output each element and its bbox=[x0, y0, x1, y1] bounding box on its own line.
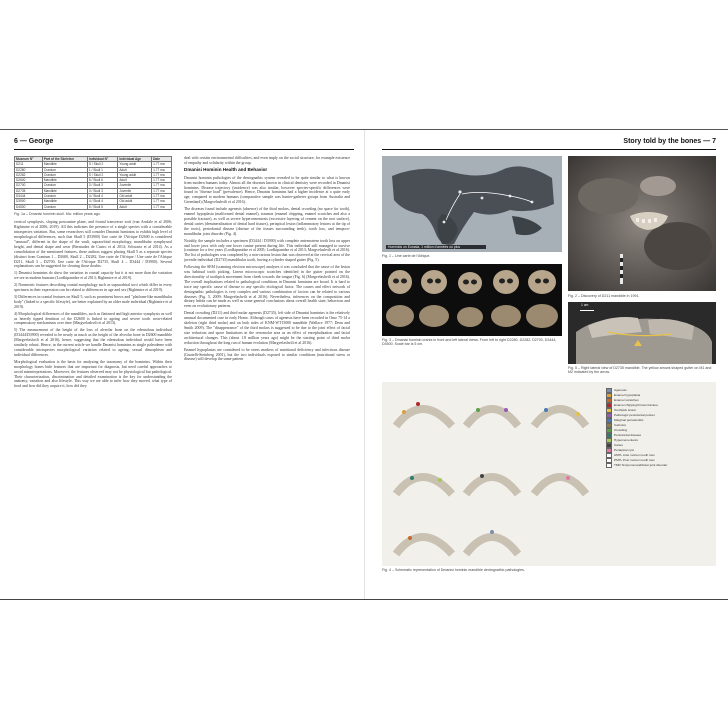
legend-label: AMTL Ante mortem tooth loss bbox=[614, 453, 655, 458]
body-paragraph: deal with certain environmental difficulties, and even imply on the social structure, for example existence of empathy and solidarity within the group. bbox=[184, 156, 350, 165]
table-cell: D2282 bbox=[15, 172, 43, 177]
left-column-1-text bbox=[14, 220, 172, 389]
body-paragraph: Dmanisi hominin pathologies of the dentognathic system revealed to be quite similar to what is known from modern humans today. Almost all the diseases known in clinical dentistry were recorded in Dmanisi hominins. Disease trajectory (incidence) was also similar, however species-specific differences were found in "disease load" (prevalence). Hence, Dmanisi hominins had a higher incidence at a quite early age, compared to modern humans (comparative sample was hunter-gatherer groups from Australia and Greenland) (Margvelashvili et al 2016). bbox=[184, 175, 350, 205]
table-cell: Mandible bbox=[42, 199, 87, 204]
excavation-photo-graphic bbox=[568, 156, 716, 291]
table-cell: Old adult bbox=[118, 199, 152, 204]
fig4-schematic bbox=[382, 382, 716, 566]
table-header-cell: Museum N° bbox=[15, 157, 43, 162]
legend-label: TMD Temporomandibular joint disorder bbox=[614, 463, 668, 468]
right-page bbox=[382, 138, 716, 588]
dental-schematic-graphic bbox=[382, 382, 602, 566]
left-column-2-body bbox=[184, 176, 350, 363]
table-cell: D211 bbox=[15, 162, 43, 167]
table-cell: S / Skull 2 bbox=[87, 172, 118, 177]
specimen-table bbox=[14, 156, 172, 210]
legend-label: PMTL Post mortem tooth loss bbox=[614, 458, 655, 463]
crania-graphic bbox=[382, 264, 562, 336]
legend-label: Caries bbox=[614, 443, 623, 448]
fig1-map bbox=[382, 156, 562, 252]
body-paragraph: Notably, the sample includes a specimen (D3444 / D3900) with complete antemortem tooth loss on upper and lower jaws with only one lower canine present during life. This individual still managed to survive (continue for a few years (Lordkipanidze et al 2005; Lordkipanidze et al 2013; Margvelashvili et al 2016). The list of pathologies was completed by a non-carious lesion that was observed at the cervical area of the juvenile individual (D2735) mandibular tooth, having a cylinder shaped gutter (Fig. 5). bbox=[184, 238, 350, 263]
body-paragraph: vertical symphysis, sloping postcanine plane, and frontal transverse torii (van Arsdale et al 2006; Rightmire et al 2006, 2019). All this indicates the presence of a single species with a considerable intraspecies variation. But, some researchers still consider Dmanisi hominins to exhibit high level of morphological differences, such that Skull 5 (D3900) Une carte de l'Afrique D2600 is considered "unusual", different in the shape of the vault, supraorbital morphology, mandibular symphyseal height, and dental shape and wear (Bermudez de Castro et al 2014; Schwartz et al 2014). As a consolidation of the mentioned features, these authors suggest placing Skull 5 as a separate species (distinct from Cranium 1 – D2600, Skull 2 – D2282, Une carte de l'Afrique / Une carte de l'Afrique D211, Skull 3 – D2700, Une carte de l'Afrique D2735, Skull 4 – D3444 / D3900). Several explanations can be suggested for clearing those doubts: bbox=[14, 220, 172, 269]
table-header-cell: Individual Age bbox=[118, 157, 152, 162]
table-cell: Adult bbox=[118, 204, 152, 209]
table-body bbox=[15, 162, 172, 210]
table-cell: 1.77 ma bbox=[152, 204, 172, 209]
body-paragraph: Enamel hypoplasias are considered to be stress markers of nutritional deficiency and infectious disease (Guatelli-Steinberg 2001), but the two individuals exposed to similar conditions (nutritional stress or disease) will develop the same pattern bbox=[184, 347, 350, 362]
legend-label: Periapical cyst bbox=[614, 448, 634, 453]
table-row bbox=[15, 204, 172, 209]
table-cell: 1 / Skull 1 bbox=[87, 167, 118, 172]
fig5-caption: Fig. 5 – Right lateral view of D2735 mandible. The yellow arrows shaped gutter on M1 and M2 indicated by the arrow. bbox=[568, 366, 712, 375]
legend-label: Marginal periodontitis bbox=[614, 418, 644, 423]
table-cell: 1.77 ma bbox=[152, 183, 172, 188]
spread-bottom-edge bbox=[0, 599, 728, 600]
table-cell: 1.77 ma bbox=[152, 178, 172, 183]
fig2-photo bbox=[568, 156, 716, 291]
table-cell: Young adult bbox=[118, 172, 152, 177]
world-map-graphic bbox=[382, 156, 562, 252]
body-paragraph: Following the SEM (scanning electron microscope) analyses it was concluded that the cause of the lesion was habitual tooth picking. Linear microscopic scratches identified in the gutter pointed on the directionality of toothpick movement from cheek towards the tongue (Fig. 6) (Margvelashvili et al 2016). The overall implications related to pathological conditions in Dmanisi hominins are broad. It is hard to trace any specific cause of disease to any specific etiological factor. The causes and effect network of dentognathic pathologies is very complex and various combination of factors can be related to various diseases (Fig. 5, 2009; Margvelashvili et al 2016). Nevertheless, inferences on the composition and dietary habits can be made as well as some general conclusions about overall health state, behaviour and even on evolutionary patterns. bbox=[184, 265, 350, 309]
table-cell: 3 / Skull 3 bbox=[87, 183, 118, 188]
body-paragraph: 2) Nonmetric features describing cranial morphology such as supraorbital torii which differ in every specimen in their expression can be related to differences in age and sex (Rightmire et al 2019). bbox=[14, 283, 172, 293]
map-label: Hominids on Eurasia, 1 million d'années ou plus bbox=[386, 245, 486, 249]
table-cell: D3444 bbox=[15, 194, 43, 199]
table-cell: Cranium bbox=[42, 194, 87, 199]
table-cell: 1.77 ma bbox=[152, 188, 172, 193]
left-column-2 bbox=[184, 156, 350, 364]
table-cell: 4 / Skull 4 bbox=[87, 199, 118, 204]
legend-label: Pathologic periodontal pocket bbox=[614, 413, 655, 418]
body-paragraph: 3) Differences in cranial features on Skull 5, such as prominent brows and "platform-like mandibular body" (linked to a specific lifestyle), are better explained by an older male individual (Rightmire et al 2019). bbox=[14, 294, 172, 309]
section-heading: Dmanisi Hominin Health and Behavior bbox=[184, 166, 268, 172]
table-cell: Adult bbox=[118, 167, 152, 172]
table-cell: Mandible bbox=[42, 178, 87, 183]
fig3-crania-photo bbox=[382, 264, 562, 336]
body-paragraph: 1) Dmanisi hominins do show the variation in cranial capacity but it is not more than the variation we see in modern humans (Lordkipanidze et al 2013; Rightmire et al 2019). bbox=[14, 271, 172, 281]
legend-label: Enamel scratches bbox=[614, 398, 639, 403]
left-column-1 bbox=[14, 156, 172, 391]
legend-label: Enamel chipping/Crown fracture bbox=[614, 403, 659, 408]
left-column-2-text bbox=[184, 156, 350, 166]
fig3-caption: Fig. 3 – Dmanisi hominin crania in front and left lateral views. From left to right D2280, D2282, D2700, D3444, D4500. Scale bar is 5 cm. bbox=[382, 338, 557, 347]
legend-label: Hypercementosis bbox=[614, 438, 638, 443]
legend-label: Crowding bbox=[614, 428, 628, 433]
table-cell: D2700 bbox=[15, 183, 43, 188]
table-cell: Juvenile bbox=[118, 188, 152, 193]
table-cell: D3900 bbox=[15, 199, 43, 204]
table-cell: S / Skull 2 bbox=[87, 162, 118, 167]
book-gutter bbox=[364, 130, 365, 599]
table-cell: 6 / Skull 6 bbox=[87, 178, 118, 183]
body-paragraph: 4) Morphological differences of the mandibles, such as flattened and high anterior symphysis as well as heavily tipped dentition of the D2600 is linked to ageing and severe tooth wear-related compensatory mechanisms over time (Margvelashvili et al 2013). bbox=[14, 311, 172, 326]
table-cell: D2735 bbox=[15, 188, 43, 193]
table-cell: 1.77 ma bbox=[152, 162, 172, 167]
table-cell: Cranium bbox=[42, 167, 87, 172]
left-page bbox=[14, 138, 354, 588]
body-paragraph: The diseases found include agenesis (absence) of the third molars, dental crowding (no space for tooth), enamel hypoplasia (malformed dental enamel), traumas (enamel chipping, enamel scratches and also a possible fracture), as well as severe hypercementosis (excessive layering of cement on the root surface), dental caries (demineralization of dental hard tissues), periapical lesion (inflammatory lesions at the tip of the roots), periodontal disease (disease of the tissues surrounding teeth), tooth loss, and temporo-mandibular joint disorder (Fig. 4). bbox=[184, 207, 350, 236]
body-paragraph: Dental crowding (D211) and third molar agenesis (D2735), left side of Dmanisi hominins is the relatively unusual documented case in early Homo. Although cases of agenesis have been recorded in Omo 75-14 a skeleton (right third molar) and on both sides of KNM-WT15000 mandible (Wallace 1977; Dean and Smith 2009). The "disappearance" of the third molars is suggested to be due to the joint effect of facial size reduction and space limitations in the retromolar area as an effect of encephalization and facial architectural changes. This (about 1.8 million years ago) might be the starting point of third molar reduction throughout the long run of human evolution (Margvelashvili et al 2016). bbox=[184, 311, 350, 345]
table-cell: 4 / Skull 4 bbox=[87, 194, 118, 199]
fig1-caption: Fig. 1 – Une carte de l'Afrique. bbox=[382, 254, 431, 258]
table-cell: D2600 bbox=[15, 178, 43, 183]
table-cell: D4500 bbox=[15, 204, 43, 209]
body-paragraph: 5) The measurement of the height of the loss of alveolar bone on the edentulous individual (D3444/D3900) revealed to be nearly as much as the height of the alveolar bone in D2600 mandible (Margvelashvili et al 2016), hence, suggesting that the edentulous individual would have been similarly robust. Hence, in the current article we handle Dmanisi hominins as single paleodeme with considerable intraspecies morphological variation related to ageing, sexual dimorphism and individual differences. bbox=[14, 328, 172, 357]
table-caption: Fig. 1a – Dmanisi hominin skull. Ma: million years ago. bbox=[14, 211, 101, 216]
table-header-cell: Date bbox=[152, 157, 172, 162]
table-cell: Mandible bbox=[42, 188, 87, 193]
legend-label: Toothpick lesion bbox=[614, 408, 637, 413]
table-cell: Mandible bbox=[42, 162, 87, 167]
table-cell: Young adult bbox=[118, 162, 152, 167]
legend-label: Periodontal disease bbox=[614, 433, 642, 438]
table-cell: 3 / Skull 3 bbox=[87, 188, 118, 193]
table-cell: 1.77 ma bbox=[152, 172, 172, 177]
table-cell: Cranium bbox=[42, 183, 87, 188]
table-cell: Juvenile bbox=[118, 183, 152, 188]
table-cell: Cranium bbox=[42, 172, 87, 177]
right-head-rule bbox=[382, 149, 716, 150]
table-cell: Old adult bbox=[118, 194, 152, 199]
legend-label: Calculus bbox=[614, 423, 626, 428]
fig5-mandible-photo bbox=[568, 302, 716, 364]
table-header-cell: Part of the Skeleton bbox=[42, 157, 87, 162]
legend-item bbox=[606, 463, 714, 468]
fig5-scale-label: 1 cm bbox=[581, 303, 589, 307]
fig4-legend bbox=[606, 388, 714, 468]
body-paragraph: Morphological evaluation is the basis for analyzing the taxonomy of the hominins. Within their morphology bones hide features that are important for diagnosis, but need careful approaches to avoid misinterpretations. Moreover, the features observed may not be physiological but pathological. Their characterization, discrimination and detailed examination is the key for understanding the anatomy, variation and also lifestyle. This way we are able to infer how they moved, what type of food and how did they acquire it, how did they bbox=[14, 359, 172, 389]
mandible-graphic bbox=[568, 302, 716, 364]
table-cell: Cranium bbox=[42, 204, 87, 209]
table-cell: 1.77 ma bbox=[152, 167, 172, 172]
fig2-caption: Fig. 2 – Discovery of D211 mandible in 1991. bbox=[568, 294, 640, 298]
fig4-caption: Fig. 4 – Schematic representation of Dmanisi hominin mandible dentognathic pathologies. bbox=[382, 568, 525, 572]
left-head-rule bbox=[14, 149, 354, 150]
legend-swatch bbox=[606, 463, 612, 468]
table-header-cell: Individual N° bbox=[87, 157, 118, 162]
right-running-head: Story told by the bones — 7 bbox=[623, 138, 716, 145]
table-cell: 1.77 ma bbox=[152, 194, 172, 199]
table-cell: 5 / Skull 5 bbox=[87, 204, 118, 209]
table-cell: Adult bbox=[118, 178, 152, 183]
left-running-head: 6 — George bbox=[14, 138, 54, 145]
legend-label: Enamel hypoplasia bbox=[614, 393, 641, 398]
table-cell: 1.77 ma bbox=[152, 199, 172, 204]
table-cell: D2280 bbox=[15, 167, 43, 172]
legend-label: Agenesis bbox=[614, 388, 627, 393]
